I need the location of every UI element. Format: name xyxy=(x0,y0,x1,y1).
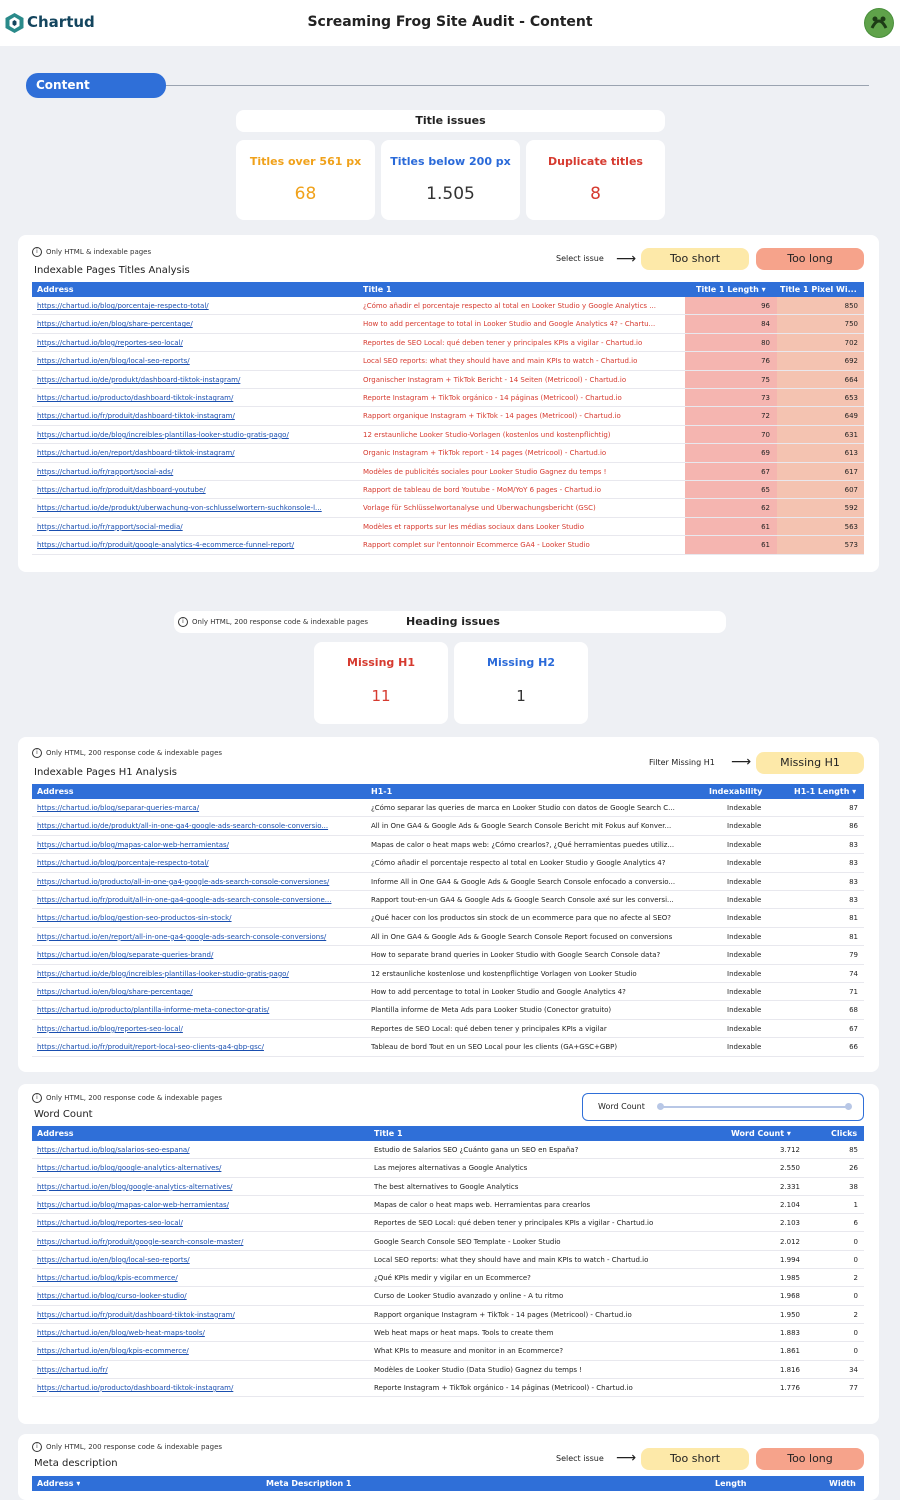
heading-issues-heading: Heading issues xyxy=(406,615,500,628)
table-row[interactable] xyxy=(32,1178,864,1196)
cell-title-pixel-width: 850 xyxy=(844,302,858,310)
cell-clicks: 77 xyxy=(849,1383,858,1392)
info-icon: i xyxy=(32,1093,42,1103)
cell-title-length: 61 xyxy=(761,541,770,550)
cell-title: ¿Qué KPIs medir y vigilar en un Ecommerce? xyxy=(374,1274,531,1283)
cell-address[interactable]: https://chartud.io/producto/dashboard-tiktok-instagram/ xyxy=(37,394,234,402)
cell-h1: How to add percentage to total in Looker Studio and Google Analytics 4? xyxy=(371,988,626,996)
col-title-length[interactable]: Title 1 Length ▾ xyxy=(696,285,766,294)
cell-title-pixel-width: 664 xyxy=(844,375,858,384)
cell-title: ¿Cómo añadir el porcentaje respecto al total en Looker Studio y Google Analytics ... xyxy=(363,302,656,310)
cell-clicks: 0 xyxy=(853,1237,858,1246)
cell-title: What KPIs to measure and monitor in an Ecommerce? xyxy=(374,1347,564,1356)
table-row[interactable] xyxy=(32,817,864,835)
cell-address[interactable]: https://chartud.io/blog/reportes-seo-local/ xyxy=(37,1024,183,1033)
table-row[interactable] xyxy=(32,1214,864,1232)
cell-clicks: 0 xyxy=(853,1255,858,1264)
cell-address[interactable]: https://chartud.io/fr/rapport/social-media/ xyxy=(37,522,183,531)
cell-title-pixel-width: 649 xyxy=(844,412,858,421)
h1-note: i Only HTML, 200 response code & indexable pages xyxy=(32,748,222,758)
table-row[interactable] xyxy=(32,352,864,370)
table-row[interactable] xyxy=(32,1159,864,1177)
cell-h1: All in One GA4 & Google Ads & Google Search Console Bericht mit Fokus auf Konver... xyxy=(371,822,672,831)
cell-word-count: 1.968 xyxy=(779,1292,800,1301)
slider-label: Word Count xyxy=(598,1102,645,1111)
cell-clicks: 0 xyxy=(853,1329,858,1337)
cell-address[interactable]: https://chartud.io/en/blog/local-seo-reports/ xyxy=(37,1255,190,1264)
cell-clicks: 85 xyxy=(849,1146,858,1154)
cell-title: The best alternatives to Google Analytics xyxy=(374,1182,519,1191)
cell-address[interactable]: https://chartud.io/blog/mapas-calor-web-herramientas/ xyxy=(37,840,230,849)
cell-title: Local SEO reports: what they should have and main KPIs to watch - Chartud.io xyxy=(363,357,638,366)
cell-title: Las mejores alternativas a Google Analytics xyxy=(374,1164,528,1173)
cell-h1-length: 87 xyxy=(849,804,858,812)
slider-handle-max[interactable] xyxy=(845,1103,852,1110)
arrow-right-icon: ⟶ xyxy=(616,251,637,267)
table-row[interactable] xyxy=(32,983,864,1001)
cell-title: Reporte Instagram + TikTok orgánico - 14 páginas (Metricool) - Chartud.io xyxy=(363,394,622,402)
cell-address[interactable]: https://chartud.io/en/report/dashboard-tiktok-instagram/ xyxy=(37,449,235,458)
info-icon: i xyxy=(32,1442,42,1452)
meta-too-short-button[interactable]: Too short xyxy=(641,1448,749,1470)
cell-h1: Mapas de calor o heat maps web: ¿Cómo crearlos?, ¿Qué herramientas puedes utiliz... xyxy=(371,840,675,849)
cell-word-count: 2.104 xyxy=(779,1200,800,1209)
cell-title: Reportes de SEO Local: qué deben tener y principales KPIs a vigilar - Chartud.io xyxy=(374,1219,654,1228)
col-h1-length[interactable]: H1-1 Length ▾ xyxy=(794,787,857,796)
cell-title-length: 80 xyxy=(761,338,770,347)
cell-word-count: 1.994 xyxy=(779,1255,800,1264)
cell-h1-length: 66 xyxy=(849,1043,858,1052)
cell-word-count: 1.883 xyxy=(779,1329,800,1337)
cell-title-length: 62 xyxy=(761,504,770,513)
cell-address[interactable]: https://chartud.io/blog/porcentaje-respecto-total/ xyxy=(37,859,209,868)
kpi-value: 8 xyxy=(590,184,601,204)
cell-address[interactable]: https://chartud.io/en/blog/kpis-ecommerce/ xyxy=(37,1347,189,1356)
cell-address[interactable]: https://chartud.io/en/blog/google-analytics-alternatives/ xyxy=(37,1182,233,1191)
cell-address[interactable]: https://chartud.io/fr/produit/google-analytics-4-ecommerce-funnel-report/ xyxy=(37,541,295,550)
section-divider xyxy=(166,85,869,86)
cell-h1: ¿Cómo separar las queries de marca en Looker Studio con datos de Google Search C... xyxy=(371,804,675,812)
section-tab-content[interactable]: Content xyxy=(26,73,166,98)
cell-h1-length: 81 xyxy=(849,932,858,941)
table-row[interactable] xyxy=(32,1287,864,1305)
cell-word-count: 2.012 xyxy=(779,1237,800,1246)
cell-indexability: Indexable xyxy=(727,804,762,812)
cell-address[interactable]: https://chartud.io/en/blog/local-seo-reports/ xyxy=(37,357,190,366)
kpi-label: Missing H2 xyxy=(487,656,555,669)
cell-title-pixel-width: 563 xyxy=(844,522,858,531)
table-row[interactable] xyxy=(32,407,864,425)
cell-h1: Plantilla informe de Meta Ads para Looker Studio (Conector gratuito) xyxy=(371,1006,612,1015)
info-icon: i xyxy=(178,617,188,627)
table-row[interactable] xyxy=(32,1196,864,1214)
col-title[interactable]: Title 1 xyxy=(374,1129,403,1138)
cell-address[interactable]: https://chartud.io/fr/produit/dashboard-tiktok-instagram/ xyxy=(37,412,235,421)
cell-title-length: 65 xyxy=(761,486,770,494)
cell-address[interactable]: https://chartud.io/de/blog/increibles-plantillas-looker-studio-gratis-pago/ xyxy=(37,969,289,978)
col-address[interactable]: Address ▾ xyxy=(37,1479,81,1488)
table-row[interactable] xyxy=(32,499,864,517)
kpi-card-titles-over xyxy=(236,140,375,220)
cell-h1-length: 67 xyxy=(849,1024,858,1033)
table-row[interactable] xyxy=(32,836,864,854)
row-divider xyxy=(32,1396,864,1397)
cell-title: Mapas de calor o heat maps web. Herramientas para crearlos xyxy=(374,1200,591,1209)
kpi-value: 11 xyxy=(371,687,391,705)
logo-text: Chartud xyxy=(27,13,95,31)
cell-address[interactable]: https://chartud.io/blog/reportes-seo-local/ xyxy=(37,1219,183,1228)
cell-clicks: 38 xyxy=(849,1182,858,1191)
cell-clicks: 0 xyxy=(853,1292,858,1301)
wc-table-header xyxy=(32,1126,864,1141)
kpi-label: Titles below 200 px xyxy=(390,155,511,168)
table-row[interactable] xyxy=(32,463,864,481)
table-row[interactable] xyxy=(32,1324,864,1342)
cell-title-pixel-width: 592 xyxy=(844,504,858,513)
cell-h1-length: 83 xyxy=(849,859,858,868)
cell-address[interactable]: https://chartud.io/fr/produit/all-in-one-ga4-google-ads-search-console-conversione... xyxy=(37,896,332,904)
titles-table-header xyxy=(32,282,864,297)
cell-h1: ¿Qué hacer con los productos sin stock de un ecommerce para que no afecte al SEO? xyxy=(371,914,671,923)
cell-title-length: 67 xyxy=(761,467,770,476)
cell-title: Rapport complet sur l'entonnoir Ecommerce GA4 - Looker Studio xyxy=(363,541,590,550)
cell-address[interactable]: https://chartud.io/producto/dashboard-tiktok-instagram/ xyxy=(37,1383,234,1392)
cell-word-count: 3.712 xyxy=(779,1146,800,1154)
cell-address[interactable]: https://chartud.io/blog/salarios-seo-espana/ xyxy=(37,1146,190,1154)
cell-h1: 12 erstaunliche kostenlose und kostenpflichtige Vorlagen von Looker Studio xyxy=(371,969,637,978)
cell-title-pixel-width: 702 xyxy=(844,338,858,347)
arrow-right-icon: ⟶ xyxy=(731,754,752,770)
cell-h1: How to separate brand queries in Looker Studio with Google Search Console data? xyxy=(371,951,661,960)
heading-note: i Only HTML, 200 response code & indexable pages xyxy=(178,617,368,627)
cell-title-length: 96 xyxy=(761,302,770,310)
meta-note: i Only HTML, 200 response code & indexable pages xyxy=(32,1442,222,1452)
cell-h1: All in One GA4 & Google Ads & Google Search Console Report focused on conversions xyxy=(371,932,673,941)
cell-title-length: 72 xyxy=(761,412,770,421)
cell-h1-length: 74 xyxy=(849,969,858,978)
cell-title: Estudio de Salarios SEO ¿Cuánto gana un SEO en España? xyxy=(374,1146,579,1154)
cell-h1: Informe All in One GA4 & Google Ads & Google Search Console enfocado a conversio... xyxy=(371,877,676,886)
col-address[interactable]: Address xyxy=(37,1129,74,1138)
info-icon: i xyxy=(32,748,42,758)
arrow-right-icon: ⟶ xyxy=(616,1450,637,1466)
cell-indexability: Indexable xyxy=(727,896,762,904)
cell-title: Modèles et rapports sur les médias sociaux dans Looker Studio xyxy=(363,522,584,531)
title-issues-heading: Title issues xyxy=(415,114,486,127)
cell-title-length: 61 xyxy=(761,522,770,531)
cell-indexability: Indexable xyxy=(727,914,762,923)
table-row[interactable] xyxy=(32,909,864,927)
table-row[interactable] xyxy=(32,1361,864,1379)
meta-table-header xyxy=(32,1476,864,1491)
table-row[interactable] xyxy=(32,518,864,536)
cell-word-count: 2.331 xyxy=(779,1182,800,1191)
cell-title: Reporte Instagram + TikTok orgánico - 14 páginas (Metricool) - Chartud.io xyxy=(374,1383,633,1392)
table-row[interactable] xyxy=(32,1001,864,1019)
cell-address[interactable]: https://chartud.io/fr/rapport/social-ads/ xyxy=(37,467,174,476)
table-row[interactable] xyxy=(32,873,864,891)
cell-address[interactable]: https://chartud.io/de/produkt/uberwachung-von-schlusselwortern-suchkonsole-l... xyxy=(37,504,322,513)
cell-title-pixel-width: 617 xyxy=(844,467,858,476)
cell-address[interactable]: https://chartud.io/fr/produit/report-local-seo-clients-ga4-gbp-gsc/ xyxy=(37,1043,264,1052)
cell-address[interactable]: https://chartud.io/blog/separar-queries-marca/ xyxy=(37,804,200,812)
cell-clicks: 2 xyxy=(853,1310,858,1319)
title-issues-header xyxy=(236,110,665,132)
cell-address[interactable]: https://chartud.io/de/produkt/all-in-one-ga4-google-ads-search-console-conversio... xyxy=(37,822,329,831)
table-row[interactable] xyxy=(32,315,864,333)
cell-address[interactable]: https://chartud.io/producto/plantilla-informe-meta-conector-gratis/ xyxy=(37,1006,270,1015)
table-row[interactable] xyxy=(32,854,864,872)
cell-word-count: 2.103 xyxy=(779,1219,800,1228)
cell-address[interactable]: https://chartud.io/en/blog/share-percentage/ xyxy=(37,320,193,329)
table-row[interactable] xyxy=(32,1038,864,1056)
table-row[interactable] xyxy=(32,1020,864,1038)
cell-address[interactable]: https://chartud.io/blog/google-analytics-alternatives/ xyxy=(37,1164,222,1173)
cell-address[interactable]: https://chartud.io/en/report/all-in-one-ga4-google-ads-search-console-conversions/ xyxy=(37,932,327,941)
cell-title-pixel-width: 653 xyxy=(844,394,858,402)
cell-address[interactable]: https://chartud.io/de/produkt/dashboard-tiktok-instagram/ xyxy=(37,375,241,384)
cell-address[interactable]: https://chartud.io/blog/reportes-seo-local/ xyxy=(37,338,183,347)
cell-title: Modèles de Looker Studio (Data Studio) Gagnez du temps ! xyxy=(374,1365,583,1374)
cell-title: Organic Instagram + TikTok report - 14 pages (Metricool) - Chartud.io xyxy=(363,449,607,458)
cell-word-count: 1.950 xyxy=(779,1310,800,1319)
cell-indexability: Indexable xyxy=(727,1006,762,1015)
col-title-pixel-width[interactable]: Title 1 Pixel Wi... xyxy=(780,285,857,294)
table-row[interactable] xyxy=(32,891,864,909)
cell-address[interactable]: https://chartud.io/blog/curso-looker-studio/ xyxy=(37,1292,187,1301)
cell-address[interactable]: https://chartud.io/en/blog/share-percentage/ xyxy=(37,988,193,996)
cell-address[interactable]: https://chartud.io/producto/all-in-one-ga4-google-ads-search-console-conversiones/ xyxy=(37,877,330,886)
col-clicks[interactable]: Clicks xyxy=(831,1129,858,1138)
cell-clicks: 34 xyxy=(849,1365,858,1374)
cell-h1-length: 68 xyxy=(849,1006,858,1015)
cell-h1: Reportes de SEO Local: qué deben tener y principales KPIs a vigilar xyxy=(371,1024,607,1033)
cell-indexability: Indexable xyxy=(727,988,762,996)
cell-indexability: Indexable xyxy=(727,1043,762,1052)
cell-h1: Tableau de bord Tout en un SEO Local pour les clients (GA+GSC+GBP) xyxy=(371,1043,618,1052)
table-row[interactable] xyxy=(32,1269,864,1287)
kpi-value: 1.505 xyxy=(426,184,475,204)
cell-address[interactable]: https://chartud.io/blog/kpis-ecommerce/ xyxy=(37,1274,178,1283)
cell-address[interactable]: https://chartud.io/fr/produit/dashboard-tiktok-instagram/ xyxy=(37,1310,235,1319)
cell-address[interactable]: https://chartud.io/blog/gestion-seo-productos-sin-stock/ xyxy=(37,914,232,923)
cell-title: Organischer Instagram + TikTok Bericht - 14 Seiten (Metricool) - Chartud.io xyxy=(363,375,627,384)
kpi-card-missing-h2 xyxy=(454,642,588,724)
cell-indexability: Indexable xyxy=(727,932,762,941)
cell-address[interactable]: https://chartud.io/fr/ xyxy=(37,1365,108,1374)
cell-indexability: Indexable xyxy=(727,969,762,978)
kpi-value: 68 xyxy=(294,184,317,204)
table-row[interactable] xyxy=(32,965,864,983)
cell-indexability: Indexable xyxy=(727,840,762,849)
slider-track[interactable] xyxy=(661,1106,849,1108)
select-issue-label: Select issue xyxy=(556,1454,604,1463)
cell-address[interactable]: https://chartud.io/en/blog/separate-queries-brand/ xyxy=(37,951,214,960)
cell-h1-length: 79 xyxy=(849,951,858,960)
cell-title: Rapport de tableau de bord Youtube - MoM/YoY 6 pages - Chartud.io xyxy=(363,486,601,494)
cell-word-count: 2.550 xyxy=(779,1164,800,1173)
cell-title: Rapport organique Instagram + TikTok - 14 pages (Metricool) - Chartud.io xyxy=(374,1310,632,1319)
cell-title: Vorlage für Schlüsselwortanalyse und Überwachungsbericht (GSC) xyxy=(363,504,596,513)
cell-address[interactable]: https://chartud.io/blog/porcentaje-respecto-total/ xyxy=(37,302,209,310)
page-title: Screaming Frog Site Audit - Content xyxy=(307,14,593,30)
meta-table-title: Meta description xyxy=(34,1458,118,1469)
cell-address[interactable]: https://chartud.io/en/blog/web-heat-maps-tools/ xyxy=(37,1329,205,1337)
table-row[interactable] xyxy=(32,536,864,554)
cell-h1-length: 83 xyxy=(849,896,858,904)
kpi-card-duplicate-titles xyxy=(526,140,665,220)
kpi-card-titles-below xyxy=(381,140,520,220)
cell-title: Rapport organique Instagram + TikTok - 14 pages (Metricool) - Chartud.io xyxy=(363,412,621,421)
cell-title-pixel-width: 631 xyxy=(844,430,858,439)
filter-missing-h1-label: Filter Missing H1 xyxy=(649,758,715,767)
cell-title-pixel-width: 692 xyxy=(844,357,858,366)
cell-clicks: 2 xyxy=(853,1274,858,1283)
cell-address[interactable]: https://chartud.io/blog/mapas-calor-web-herramientas/ xyxy=(37,1200,230,1209)
titles-table-title: Indexable Pages Titles Analysis xyxy=(34,265,190,276)
cell-title: Local SEO reports: what they should have and main KPIs to watch - Chartud.io xyxy=(374,1255,649,1264)
select-issue-label: Select issue xyxy=(556,254,604,263)
col-address[interactable]: Address xyxy=(37,787,74,796)
table-row[interactable] xyxy=(32,946,864,964)
table-row[interactable] xyxy=(32,444,864,462)
kpi-label: Missing H1 xyxy=(347,656,415,669)
cell-address[interactable]: https://chartud.io/de/blog/increibles-plantillas-looker-studio-gratis-pago/ xyxy=(37,430,289,439)
cell-h1-length: 83 xyxy=(849,840,858,849)
cell-title-length: 70 xyxy=(761,430,770,439)
col-meta-description[interactable]: Meta Description 1 xyxy=(266,1479,352,1488)
cell-h1-length: 71 xyxy=(849,988,858,996)
cell-h1: Rapport tout-en-un GA4 & Google Ads & Google Search Console axé sur les conversi... xyxy=(371,896,674,904)
cell-address[interactable]: https://chartud.io/fr/produit/google-search-console-master/ xyxy=(37,1237,244,1246)
missing-h1-button[interactable]: Missing H1 xyxy=(756,752,864,774)
col-indexability[interactable]: Indexability xyxy=(709,787,763,796)
cell-h1-length: 81 xyxy=(849,914,858,923)
cell-h1-length: 83 xyxy=(849,877,858,886)
kpi-label: Duplicate titles xyxy=(548,155,643,168)
cell-title: Modèles de publicités sociales pour Looker Studio Gagnez du temps ! xyxy=(363,467,607,476)
table-row[interactable] xyxy=(32,799,864,817)
col-h1[interactable]: H1-1 xyxy=(371,787,393,796)
cell-title: Google Search Console SEO Template - Looker Studio xyxy=(374,1237,561,1246)
wc-table-title: Word Count xyxy=(34,1109,93,1120)
cell-indexability: Indexable xyxy=(727,1024,762,1033)
row-divider xyxy=(32,554,864,555)
cell-h1: ¿Cómo añadir el porcentaje respecto al total en Looker Studio y Google Analytics 4? xyxy=(371,859,666,868)
cell-title-length: 75 xyxy=(761,375,770,384)
titles-note: i Only HTML & indexable pages xyxy=(32,247,151,257)
cell-indexability: Indexable xyxy=(727,951,762,960)
cell-title-pixel-width: 613 xyxy=(844,449,858,458)
cell-title: Web heat maps or heat maps. Tools to create them xyxy=(374,1329,554,1337)
cell-h1-length: 86 xyxy=(849,822,858,831)
cell-title-pixel-width: 573 xyxy=(844,541,858,550)
meta-too-long-button[interactable]: Too long xyxy=(756,1448,864,1470)
col-title[interactable]: Title 1 xyxy=(363,285,392,294)
screaming-frog-icon xyxy=(864,8,894,38)
cell-clicks: 26 xyxy=(849,1164,858,1173)
table-row[interactable] xyxy=(32,426,864,444)
cell-clicks: 6 xyxy=(853,1219,858,1228)
table-row[interactable] xyxy=(32,1342,864,1360)
cell-title: Reportes de SEO Local: qué deben tener y principales KPIs a vigilar - Chartud.io xyxy=(363,338,643,347)
table-row[interactable] xyxy=(32,1141,864,1159)
h1-table-title: Indexable Pages H1 Analysis xyxy=(34,767,177,778)
cell-title-length: 76 xyxy=(761,357,770,366)
wc-note: i Only HTML, 200 response code & indexable pages xyxy=(32,1093,222,1103)
table-row[interactable] xyxy=(32,1251,864,1269)
too-long-button[interactable]: Too long xyxy=(756,248,864,270)
col-width[interactable]: Width xyxy=(829,1479,856,1488)
table-row[interactable] xyxy=(32,481,864,499)
row-divider xyxy=(32,1056,864,1057)
cell-word-count: 1.985 xyxy=(779,1274,800,1283)
too-short-button[interactable]: Too short xyxy=(641,248,749,270)
cell-title-pixel-width: 607 xyxy=(844,486,858,494)
table-row[interactable] xyxy=(32,371,864,389)
table-row[interactable] xyxy=(32,928,864,946)
table-row[interactable] xyxy=(32,334,864,352)
table-row[interactable] xyxy=(32,389,864,407)
table-row[interactable] xyxy=(32,297,864,315)
cell-address[interactable]: https://chartud.io/fr/produit/dashboard-youtube/ xyxy=(37,486,206,494)
table-row[interactable] xyxy=(32,1233,864,1251)
table-row[interactable] xyxy=(32,1306,864,1324)
cell-word-count: 1.816 xyxy=(779,1365,800,1374)
cell-title-pixel-width: 750 xyxy=(844,320,858,329)
titles-table-body xyxy=(32,297,864,555)
cell-word-count: 1.861 xyxy=(779,1347,800,1356)
cell-title: Curso de Looker Studio avanzado y online - A tu ritmo xyxy=(374,1292,564,1301)
table-row[interactable] xyxy=(32,1379,864,1397)
h1-table-body xyxy=(32,799,864,1057)
col-word-count[interactable]: Word Count ▾ xyxy=(731,1129,791,1138)
cell-title-length: 84 xyxy=(761,320,770,329)
info-icon: i xyxy=(32,247,42,257)
h1-table-header xyxy=(32,784,864,799)
cell-title-length: 69 xyxy=(761,449,770,458)
cell-title-length: 73 xyxy=(761,394,770,402)
cell-clicks: 0 xyxy=(853,1347,858,1356)
cell-indexability: Indexable xyxy=(727,822,762,831)
kpi-card-missing-h1 xyxy=(314,642,448,724)
word-count-slider-control[interactable] xyxy=(582,1093,864,1121)
col-length[interactable]: Length xyxy=(715,1479,747,1488)
cell-title: 12 erstaunliche Looker Studio-Vorlagen (kostenlos und kostenpflichtig) xyxy=(363,430,611,439)
cell-indexability: Indexable xyxy=(727,859,762,868)
kpi-value: 1 xyxy=(516,687,526,705)
cell-clicks: 1 xyxy=(853,1200,858,1209)
wc-table-body xyxy=(32,1141,864,1405)
cell-indexability: Indexable xyxy=(727,877,762,886)
cell-word-count: 1.776 xyxy=(779,1383,800,1392)
col-address[interactable]: Address xyxy=(37,285,74,294)
kpi-label: Titles over 561 px xyxy=(249,155,362,168)
slider-handle-min[interactable] xyxy=(657,1103,664,1110)
cell-title: How to add percentage to total in Looker Studio and Google Analytics 4? - Chartu... xyxy=(363,320,656,329)
